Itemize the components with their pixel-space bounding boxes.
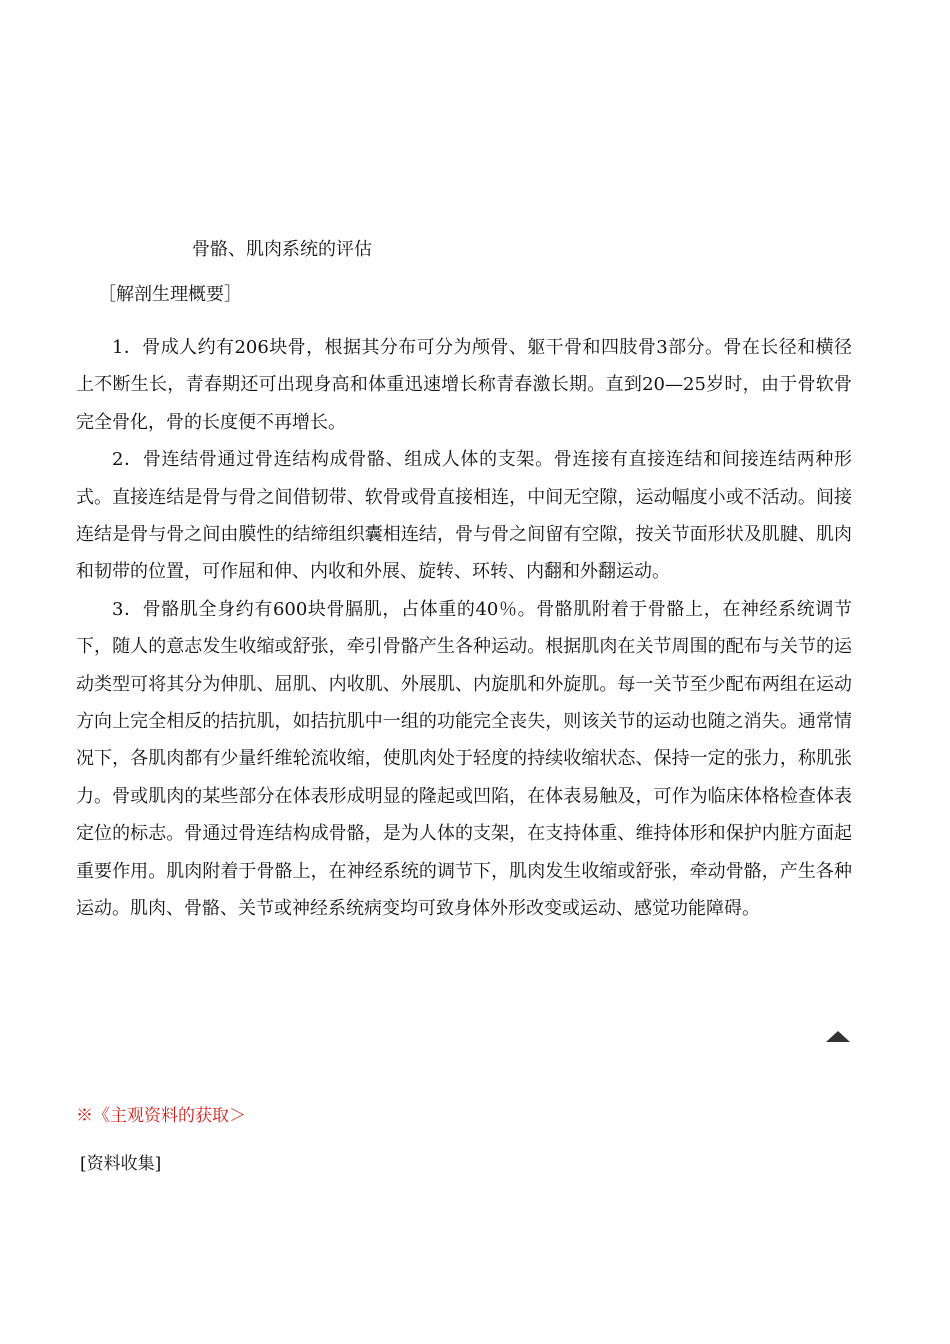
body-text — [76, 329, 852, 928]
paragraph-muscles: 3．骨骼肌全身约有600块骨膈肌，占体重的40％。骨骼肌附着于骨骼上，在神经系统调节下，随人的意志发生收缩或舒张，牵引骨骼产生各种运动。根据肌肉在关节周围的配布与关节的运动类型可将其分为伸肌、屈肌、内收肌、外展肌、内旋肌和外旋肌。每一关节至少配布两组在运动方向上完全相反的拮抗肌，如拮抗肌中一组的功能完全丧失，则该关节的运动也随之消失。通常情况下，各肌肉都有少量纤维轮流收缩，使肌肉处于轻度的持续收缩状态、保持一定的张力，称肌张力。骨或肌肉的某些部分在体表形成明显的隆起或凹陷，在体表易触及，可作为临床体格检查体表定位的标志。骨通过骨连结构成骨骼，是为人体的支架，在支持体重、维持体形和保护内脏方面起重要作用。肌肉附着于骨骼上，在神经系统的调节下，肌肉发生收缩或舒张，牵动骨骼，产生各种运动。肌肉、骨骼、关节或神经系统病变均可致身体外形改变或运动、感觉功能障碍。 — [76, 598, 852, 920]
page-title: 骨骼、肌肉系统的评估 — [192, 239, 372, 260]
section-heading-anatomy: ［解剖生理概要］ — [98, 284, 242, 305]
data-collection-heading: [资料收集] — [80, 1154, 162, 1174]
back-to-top-icon[interactable] — [826, 1031, 850, 1042]
paragraph-bones: 1．骨成人约有206块骨，根据其分布可分为颅骨、躯干骨和四肢骨3部分。骨在长径和横径上不断生长，青春期还可出现身高和体重迅速增长称青春激长期。直到20—25岁时，由于骨软骨完全骨化，骨的长度便不再增长。 — [76, 337, 852, 433]
paragraph-joints: 2．骨连结骨通过骨连结构成骨骼、组成人体的支架。骨连接有直接连结和间接连结两种形式。直接连结是骨与骨之间借韧带、软骨或骨直接相连，中间无空隙，运动幅度小或不活动。间接连结是骨与骨之间由膜性的结缔组织囊相连结，骨与骨之间留有空隙，按关节面形状及肌腱、肌肉和韧带的位置，可作屈和伸、内收和外展、旋转、环转、内翻和外翻运动。 — [76, 449, 852, 583]
subjective-data-link[interactable]: ※《主观资料的获取＞ — [76, 1106, 246, 1126]
